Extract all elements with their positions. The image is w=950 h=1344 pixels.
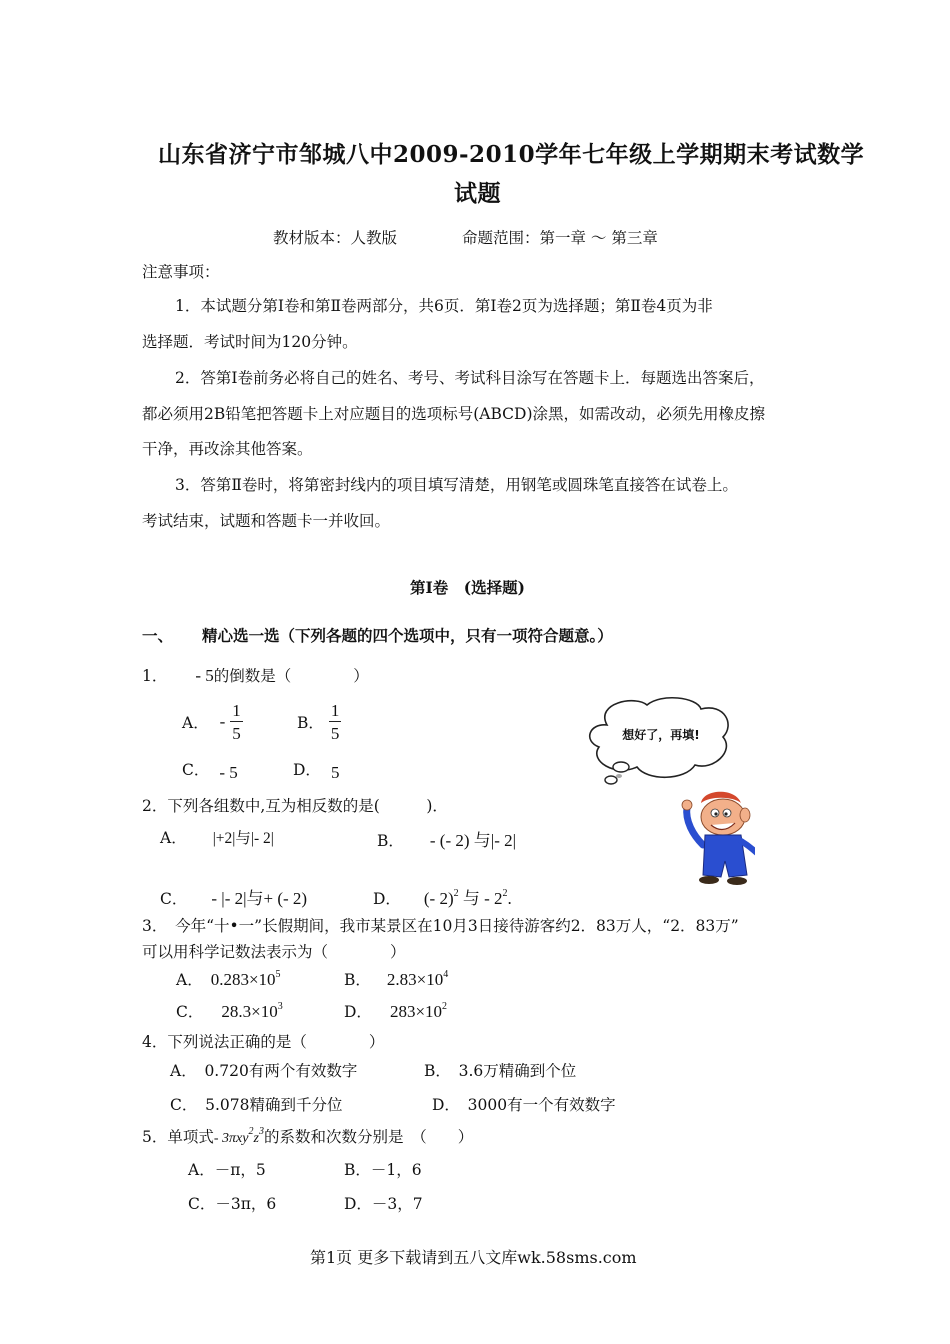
q3-option-c-label: C． [176,1003,204,1021]
q1-option-a[interactable] [182,702,243,742]
q1-option-b-denominator: 5 [330,724,340,743]
q1-stem [142,664,369,686]
q1-option-c-value: - 5 [219,763,238,782]
note-3-line1: 3．答第Ⅱ卷时，将第密封线内的项目填写清楚，用钢笔或圆珠笔直接答在试卷上。 [175,476,738,494]
q2-option-d-mid: 与 - 2 [462,889,503,908]
q5-monomial [213,1126,264,1146]
q3-option-d-base: 283×10 [389,1002,443,1021]
part-instructions: 精心选一选（下列各题的四个选项中，只有一项符合题意。） [202,626,613,645]
q3-option-b-value [387,970,448,989]
q5-option-a[interactable]: A．－π，5 [188,1161,266,1179]
q2-option-d-base1: (- 2) [423,889,454,908]
q1-option-d[interactable] [293,758,339,780]
note-1-line1: 1．本试题分第Ⅰ卷和第Ⅱ卷两部分，共6页．第Ⅰ卷2页为选择题；第Ⅱ卷4页为非 [175,297,713,315]
q1-option-b-fraction [329,702,342,742]
exam-scope: 命题范围：第一章 ～ 第三章 [462,229,658,247]
q4-option-b[interactable]: B． 3.6万精确到个位 [424,1062,577,1080]
notes-heading: 注意事项： [142,263,220,281]
page-title-line1: 山东省济宁市邹城八中2009-2010学年七年级上学期期末考试数学 [158,141,865,168]
q4-option-a[interactable]: A． 0.720有两个有效数字 [170,1062,358,1080]
q2-option-c-label: C． [160,890,188,908]
q1-number: 1． [142,667,168,685]
q3-option-a[interactable] [176,968,281,990]
q1-option-a-fraction [230,702,243,742]
q5-monomial-b: z [253,1131,259,1146]
q1-option-a-sign: - [219,712,226,731]
q1-option-b-label: B． [297,714,324,732]
q2-option-a-expr: |+2|与|- 2| [212,830,274,847]
q3-option-b[interactable] [344,968,448,990]
part-number: 一、 [142,626,174,645]
speech-bubble-text: 想好了，再填! [622,728,700,742]
q1-option-c-label: C． [182,761,210,779]
q1-expression: - 5 [195,666,214,685]
q3-option-d-exp: 2 [442,1001,448,1012]
q3-option-c[interactable] [176,1000,283,1022]
q5-suffix: 的系数和次数分别是 （ ） [263,1128,474,1146]
q2-option-d[interactable] [373,884,512,909]
q2-option-d-exp2: 2 [502,888,508,899]
note-2-line3: 干净，再改涂其他答案。 [142,440,313,458]
q3-option-b-exp: 4 [443,969,449,980]
q3-option-a-label: A． [176,971,203,989]
q2-option-a-label: A． [160,829,187,847]
q3-option-d-label: D． [344,1003,372,1021]
q2-option-c-expr: - |- 2|与+ (- 2) [211,889,308,908]
q5-prefix: 5．单项式 [142,1128,214,1146]
q5-monomial-exp-b: 3 [258,1126,264,1137]
q1-option-d-value: 5 [330,763,340,782]
q2-option-d-end: . [507,889,512,908]
q1-option-d-label: D． [293,761,321,779]
q3-stem-line2: 可以用科学记数法表示为（ ） [142,943,406,961]
q5-stem [142,1125,473,1147]
q3-option-c-base: 28.3×10 [221,1002,278,1021]
page-title-line2: 试题 [454,180,501,207]
q4-stem: 4．下列说法正确的是（ ） [142,1033,385,1051]
q1-option-b-numerator: 1 [330,701,340,720]
q2-option-b[interactable] [377,826,516,851]
q3-option-d-value [390,1002,447,1021]
q3-option-b-label: B． [344,971,371,989]
q1-option-a-numerator: 1 [232,701,241,720]
q2-option-a[interactable] [160,826,274,848]
q5-monomial-exp-a: 2 [248,1126,254,1137]
cartoon-illustration [585,695,755,895]
q1-option-a-denominator: 5 [232,724,241,743]
q3-option-a-base: 0.283×10 [210,970,276,989]
q2-option-d-expr [424,889,512,908]
q3-option-a-exp: 5 [275,969,281,980]
note-2-line2: 都必须用2B铅笔把答题卡上对应题目的选项标号(ABCD)涂黑，如需改动，必须先用橡皮擦 [142,405,766,423]
q5-option-d[interactable]: D．－3，7 [344,1195,423,1213]
q2-option-b-expr: - (- 2) 与|- 2| [429,831,517,850]
q2-option-c[interactable] [160,884,307,909]
q4-option-c[interactable]: C． 5.078精确到千分位 [170,1096,343,1114]
note-2-line1: 2．答第Ⅰ卷前务必将自己的姓名、考号、考试科目涂写在答题卡上．每题选出答案后， [175,369,765,387]
q3-option-a-value [211,970,281,989]
section-title: 第Ⅰ卷 (选择题) [410,578,525,597]
q5-option-b[interactable]: B．－1，6 [344,1161,422,1179]
q1-option-a-label: A． [182,714,209,732]
cartoon-boy-icon [682,792,755,885]
q3-option-c-value [221,1002,282,1021]
q3-option-d[interactable] [344,1000,447,1022]
q3-stem-line1: 3． 今年“十•一”长假期间，我市某景区在10月3日接待游客约2．83万人，“2．83万” [142,917,739,935]
q5-option-c[interactable]: C．－3π，6 [188,1195,277,1213]
q3-option-b-base: 2.83×10 [386,970,444,989]
q4-option-d[interactable]: D． 3000有一个有效数字 [432,1096,616,1114]
q2-stem: 2．下列各组数中,互为相反数的是( )． [142,797,448,815]
q1-option-c[interactable] [182,758,238,780]
q2-option-d-label: D． [373,890,401,908]
q2-option-b-label: B． [377,832,404,850]
q3-option-c-exp: 3 [277,1001,283,1012]
q1-text: 的倒数是（ ） [213,667,369,685]
q1-option-b[interactable] [297,702,341,742]
q2-option-d-exp1: 2 [453,888,459,899]
note-1-line2: 选择题．考试时间为120分钟。 [142,333,358,351]
page-footer: 第1页 更多下载请到五八文库wk.58sms.com [310,1248,637,1267]
q5-monomial-a: - 3πxy [213,1131,249,1146]
textbook-version: 教材版本：人教版 [273,229,398,247]
note-3-line2: 考试结束，试题和答题卡一并收回。 [142,512,391,530]
